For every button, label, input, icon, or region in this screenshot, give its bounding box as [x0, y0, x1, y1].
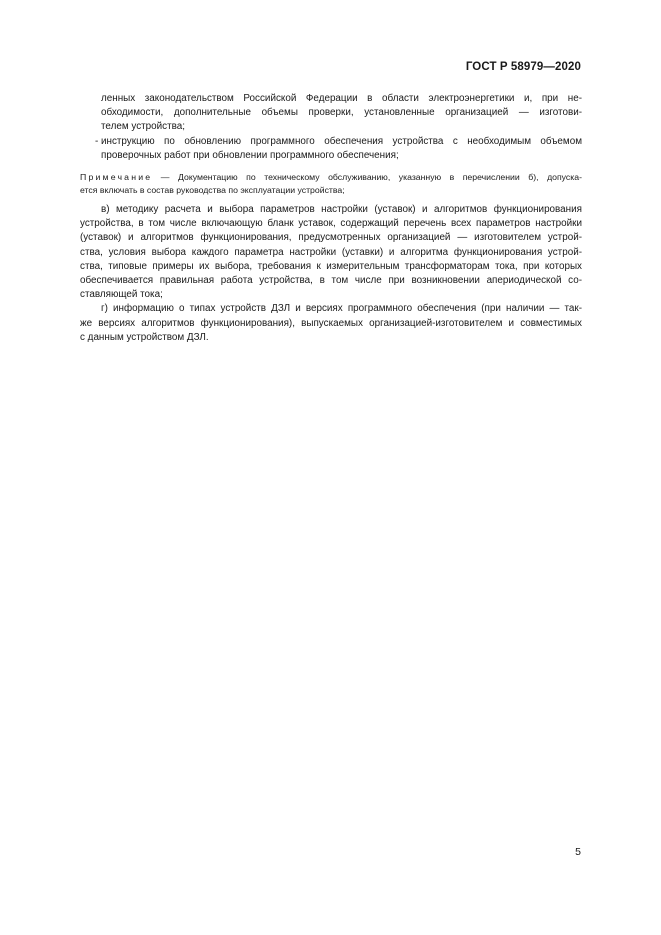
text-line: ства, типовые примеры их выбора, требования к измерительным трансформаторам тока, при которых — [80, 260, 582, 272]
list-hyphen: - — [95, 135, 99, 147]
text-line: телем устройства; — [101, 121, 185, 133]
standard-code: ГОСТ Р 58979—2020 — [465, 61, 581, 73]
text-line: в) методику расчета и выбора параметров настройки (уставок) и алгоритмов функционирования — [101, 204, 582, 216]
text-line: (уставок) и алгоритмов функционирования, предусмотренных организацией — изготовителем устрой- — [80, 232, 582, 244]
page-number: 5 — [575, 846, 581, 858]
list-item-v — [80, 203, 582, 302]
note-text: — Документацию по техническому обслуживанию, указанную в перечислении б), допуска- — [152, 172, 582, 183]
text-line: проверочных работ при обновлении программного обеспечения; — [101, 149, 399, 161]
note-line — [80, 171, 582, 184]
text-line: ставляющей тока; — [80, 289, 163, 301]
text-line: инструкцию по обновлению программного обеспечения устройства с необходимым объемом — [101, 135, 582, 147]
body-text — [80, 92, 582, 345]
text-line: устройства, в том числе включающую бланк уставок, содержащий перечень всех параметров настройки — [80, 218, 582, 230]
note-block — [80, 171, 582, 196]
continuation-block — [80, 92, 582, 135]
text-line: обеспечивается правильная работа устройства, в том числе при возникновении апериодической со- — [80, 275, 582, 287]
list-item-g — [80, 302, 582, 345]
list-item-update-instructions — [80, 135, 582, 163]
text-line: г) информацию о типах устройств ДЗЛ и версиях программного обеспечения (при наличии — так- — [101, 303, 582, 315]
text-line: с данным устройством ДЗЛ. — [80, 331, 209, 343]
note-line: ется включать в состав руководства по эксплуатации устройства; — [80, 184, 345, 195]
note-label: Примечание — [80, 172, 153, 183]
text-line: ленных законодательством Российской Федерации в области электроэнергетики и, при не- — [101, 93, 582, 104]
text-line: же версиях алгоритмов функционирования), выпускаемых организацией-изготовителем и совместимых — [80, 317, 582, 329]
text-line: обходимости, дополнительные объемы проверки, установленные организацией — изготови- — [101, 107, 582, 119]
text-line: ства, условия выбора каждого параметра настройки (уставки) и алгоритма функционирования устрой- — [80, 246, 582, 258]
